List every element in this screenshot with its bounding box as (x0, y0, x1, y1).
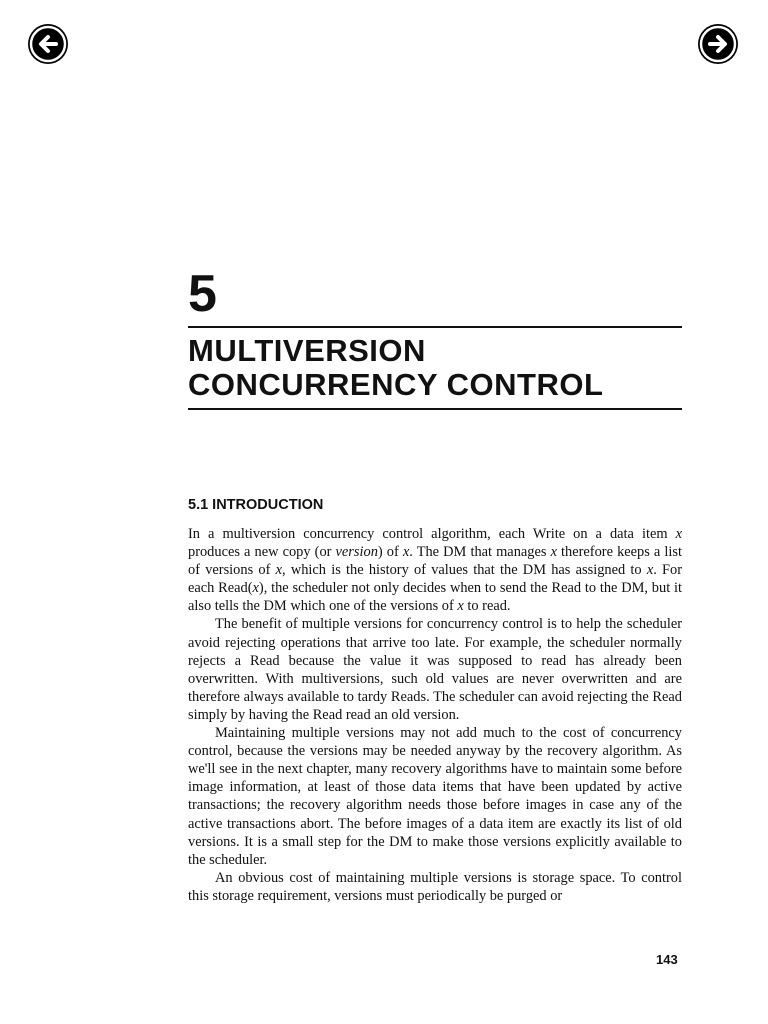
paragraph-2: The benefit of multiple versions for concurrency control is to help the scheduler avoid rejecting operations that arrive too late. For example, the scheduler normally rejects a Read because the value it was supposed to read has already been overwritten. With multiversions, such old values are never overwritten and are therefore always available to tardy Reads. The scheduler can avoid rejecting the Read simply by having the Read read an old version. (188, 616, 682, 723)
next-page-button[interactable] (698, 24, 738, 64)
paragraph-1: In a multiversion concurrency control algorithm, each Write on a data item x produces a new copy (or version) of x. The DM that manages x therefore keeps a list of versions of x, which is the history of values that the DM has assigned to x. For each Read(x), the scheduler not only decides when to send the Read to the DM, but it also tells the DM which one of the versions of x to read. (188, 526, 683, 615)
chapter-title-line-2: CONCURRENCY CONTROL (188, 367, 604, 402)
arrow-left-icon (28, 24, 68, 64)
title-rule-top (188, 326, 682, 328)
previous-page-button[interactable] (28, 24, 68, 64)
chapter-title (188, 334, 603, 402)
body-text (188, 525, 682, 905)
chapter-number: 5 (188, 265, 217, 323)
section-heading: 5.1 INTRODUCTION (188, 497, 324, 513)
arrow-right-icon (698, 24, 738, 64)
page-number: 143 (656, 952, 678, 967)
title-rule-bottom (188, 408, 682, 410)
chapter-title-line-1: MULTIVERSION (188, 333, 426, 368)
paragraph-3: Maintaining multiple versions may not add much to the cost of concurrency control, because the versions may be needed anyway by the recovery algorithm. As we'll see in the next chapter, many recovery algorithms have to maintain some before image information, at least of those data items that have been updated by active transactions; the recovery algorithm needs those before images in case any of the active transactions abort. The before images of a data item are exactly its list of old versions. It is a small step for the DM to make those versions explicitly available to the scheduler. (188, 725, 682, 868)
paragraph-4: An obvious cost of maintaining multiple versions is storage space. To control this storage requirement, versions must periodically be purged or (188, 869, 682, 904)
